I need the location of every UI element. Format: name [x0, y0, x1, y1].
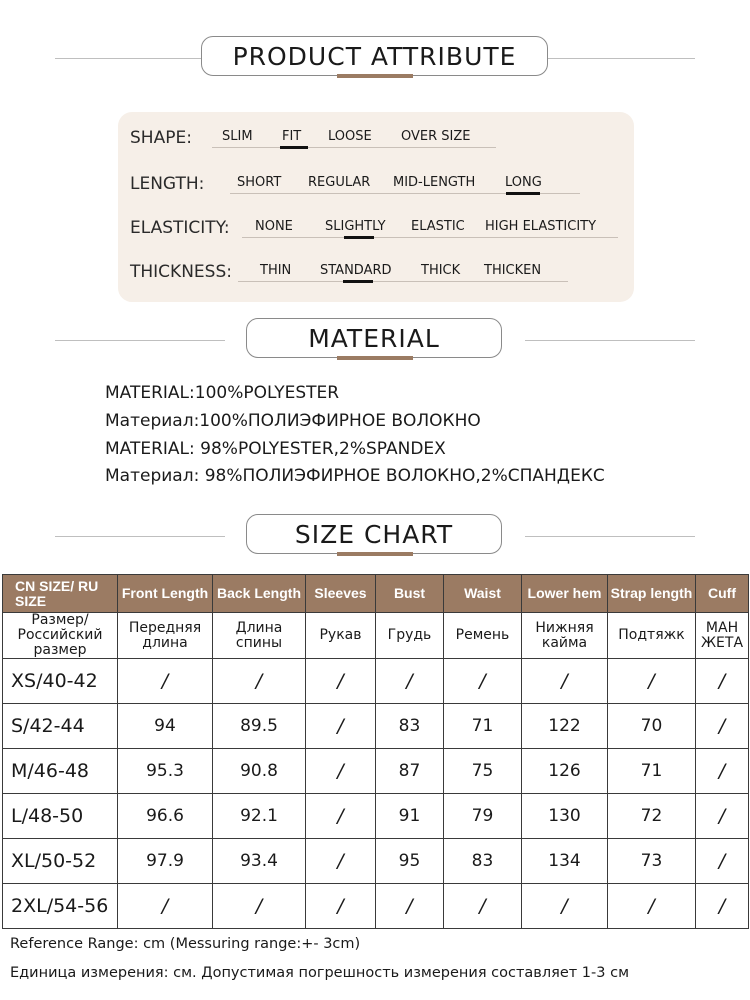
column-header-lower-hem: Lower hem — [522, 575, 608, 613]
column-header-size: CN SIZE/ RU SIZE — [3, 575, 118, 613]
cell-sleeves: / — [306, 704, 376, 749]
cell-bust: / — [376, 659, 444, 704]
attribute-label: LENGTH: — [130, 174, 205, 194]
size-rows — [3, 659, 749, 929]
reference-note-ru: Единица измерения: см. Допустимая погрешность измерения составляет 1-3 см — [10, 965, 630, 981]
cell-lower-hem: / — [522, 659, 608, 704]
selected-marker — [280, 146, 308, 149]
material-header — [0, 318, 750, 364]
cell-front-length: / — [118, 659, 213, 704]
divider-right — [548, 58, 695, 59]
cell-back-length: / — [213, 884, 306, 929]
selected-marker — [506, 192, 540, 195]
cell-cuff: / — [696, 839, 749, 884]
attribute-label: ELASTICITY: — [130, 218, 230, 238]
attribute-underline — [238, 281, 568, 282]
cell-sleeves: / — [306, 884, 376, 929]
cell-sleeves: / — [306, 839, 376, 884]
attribute-underline — [242, 237, 618, 238]
cell-cuff: / — [696, 704, 749, 749]
column-header-cuff-ru: МАН ЖЕТА — [696, 613, 749, 659]
divider-right — [525, 536, 695, 537]
cell-cuff: / — [696, 659, 749, 704]
option-none: NONE — [255, 219, 293, 234]
cell-strap-length: 70 — [608, 704, 696, 749]
size-chart-header — [0, 514, 750, 560]
accent-bar — [337, 356, 413, 360]
cell-size: 2XL/54-56 — [3, 884, 118, 929]
option-high-elasticity: HIGH ELASTICITY — [485, 219, 597, 234]
cell-strap-length: / — [608, 884, 696, 929]
cell-back-length: 90.8 — [213, 749, 306, 794]
cell-strap-length: 73 — [608, 839, 696, 884]
size-chart-table — [2, 574, 749, 929]
cell-waist: 75 — [444, 749, 522, 794]
cell-cuff: / — [696, 749, 749, 794]
cell-waist: / — [444, 884, 522, 929]
cell-lower-hem: 130 — [522, 794, 608, 839]
table-row — [3, 884, 749, 929]
material-line-3: MATERIAL: 98%POLYESTER,2%SPANDEX — [105, 439, 446, 459]
accent-bar — [337, 552, 413, 556]
cell-waist: 79 — [444, 794, 522, 839]
product-attribute-header — [0, 36, 750, 82]
attribute-panel — [118, 112, 634, 302]
material-line-2: Материал:100%ПОЛИЭФИРНОЕ ВОЛОКНО — [105, 411, 481, 431]
column-header-strap-length: Strap length — [608, 575, 696, 613]
cell-bust: 83 — [376, 704, 444, 749]
reference-note-en: Reference Range: cm (Messuring range:+- 3cm) — [10, 936, 361, 952]
column-header-sleeves: Sleeves — [306, 575, 376, 613]
table-row — [3, 704, 749, 749]
divider-left — [55, 536, 225, 537]
cell-front-length: 96.6 — [118, 794, 213, 839]
cell-size: M/46-48 — [3, 749, 118, 794]
option-slightly: SLIGHTLY — [325, 219, 386, 234]
option-over-size: OVER SIZE — [401, 129, 471, 144]
option-slim: SLIM — [222, 129, 253, 144]
column-header-bust: Bust — [376, 575, 444, 613]
cell-bust: 91 — [376, 794, 444, 839]
cell-size: S/42-44 — [3, 704, 118, 749]
cell-bust: 95 — [376, 839, 444, 884]
option-short: SHORT — [237, 175, 282, 190]
cell-lower-hem: 126 — [522, 749, 608, 794]
column-header-sleeves-ru: Рукав — [306, 613, 376, 659]
cell-size: L/48-50 — [3, 794, 118, 839]
cell-back-length: / — [213, 659, 306, 704]
column-header-strap-length-ru: Подтяжк — [608, 613, 696, 659]
cell-lower-hem: 134 — [522, 839, 608, 884]
attribute-label: SHAPE: — [130, 128, 192, 148]
cell-sleeves: / — [306, 749, 376, 794]
divider-left — [55, 340, 225, 341]
cell-size: XL/50-52 — [3, 839, 118, 884]
header-row-ru — [3, 613, 749, 659]
cell-cuff: / — [696, 794, 749, 839]
column-header-waist: Waist — [444, 575, 522, 613]
section-title: PRODUCT ATTRIBUTE — [201, 36, 548, 76]
option-standard: STANDARD — [320, 263, 392, 278]
cell-sleeves: / — [306, 794, 376, 839]
cell-cuff: / — [696, 884, 749, 929]
option-mid-length: MID-LENGTH — [393, 175, 476, 190]
column-header-bust-ru: Грудь — [376, 613, 444, 659]
table-row — [3, 794, 749, 839]
cell-front-length: 94 — [118, 704, 213, 749]
cell-strap-length: 72 — [608, 794, 696, 839]
column-header-front-length: Front Length — [118, 575, 213, 613]
header-row-en — [3, 575, 749, 613]
column-header-back-length: Back Length — [213, 575, 306, 613]
section-title: MATERIAL — [246, 318, 502, 358]
cell-bust: 87 — [376, 749, 444, 794]
cell-front-length: 97.9 — [118, 839, 213, 884]
cell-waist: 83 — [444, 839, 522, 884]
option-thin: THIN — [260, 263, 292, 278]
option-elastic: ELASTIC — [411, 219, 465, 234]
divider-right — [525, 340, 695, 341]
cell-bust: / — [376, 884, 444, 929]
cell-waist: / — [444, 659, 522, 704]
cell-lower-hem: / — [522, 884, 608, 929]
column-header-cuff: Cuff — [696, 575, 749, 613]
selected-marker — [344, 236, 374, 239]
option-loose: LOOSE — [328, 129, 372, 144]
material-line-4: Материал: 98%ПОЛИЭФИРНОЕ ВОЛОКНО,2%СПАНДЕКС — [105, 466, 605, 486]
option-long: LONG — [505, 175, 542, 190]
attribute-underline — [212, 147, 496, 148]
table-row — [3, 749, 749, 794]
option-thick: THICK — [421, 263, 461, 278]
cell-strap-length: / — [608, 659, 696, 704]
column-header-size-ru: Размер/ Российский размер — [3, 613, 118, 659]
cell-size: XS/40-42 — [3, 659, 118, 704]
column-header-waist-ru: Ремень — [444, 613, 522, 659]
cell-back-length: 92.1 — [213, 794, 306, 839]
divider-left — [55, 58, 203, 59]
table-row — [3, 839, 749, 884]
attribute-label: THICKNESS: — [130, 262, 232, 282]
cell-front-length: / — [118, 884, 213, 929]
cell-back-length: 93.4 — [213, 839, 306, 884]
accent-bar — [337, 74, 413, 78]
cell-lower-hem: 122 — [522, 704, 608, 749]
cell-strap-length: 71 — [608, 749, 696, 794]
option-fit: FIT — [282, 129, 302, 144]
column-header-front-length-ru: Передняя длина — [118, 613, 213, 659]
section-title: SIZE CHART — [246, 514, 502, 554]
cell-sleeves: / — [306, 659, 376, 704]
selected-marker — [343, 280, 373, 283]
table-row — [3, 659, 749, 704]
cell-front-length: 95.3 — [118, 749, 213, 794]
column-header-back-length-ru: Длина спины — [213, 613, 306, 659]
option-regular: REGULAR — [308, 175, 371, 190]
cell-waist: 71 — [444, 704, 522, 749]
material-line-1: MATERIAL:100%POLYESTER — [105, 383, 340, 403]
cell-back-length: 89.5 — [213, 704, 306, 749]
column-header-lower-hem-ru: Нижняя кайма — [522, 613, 608, 659]
option-thicken: THICKEN — [484, 263, 542, 278]
